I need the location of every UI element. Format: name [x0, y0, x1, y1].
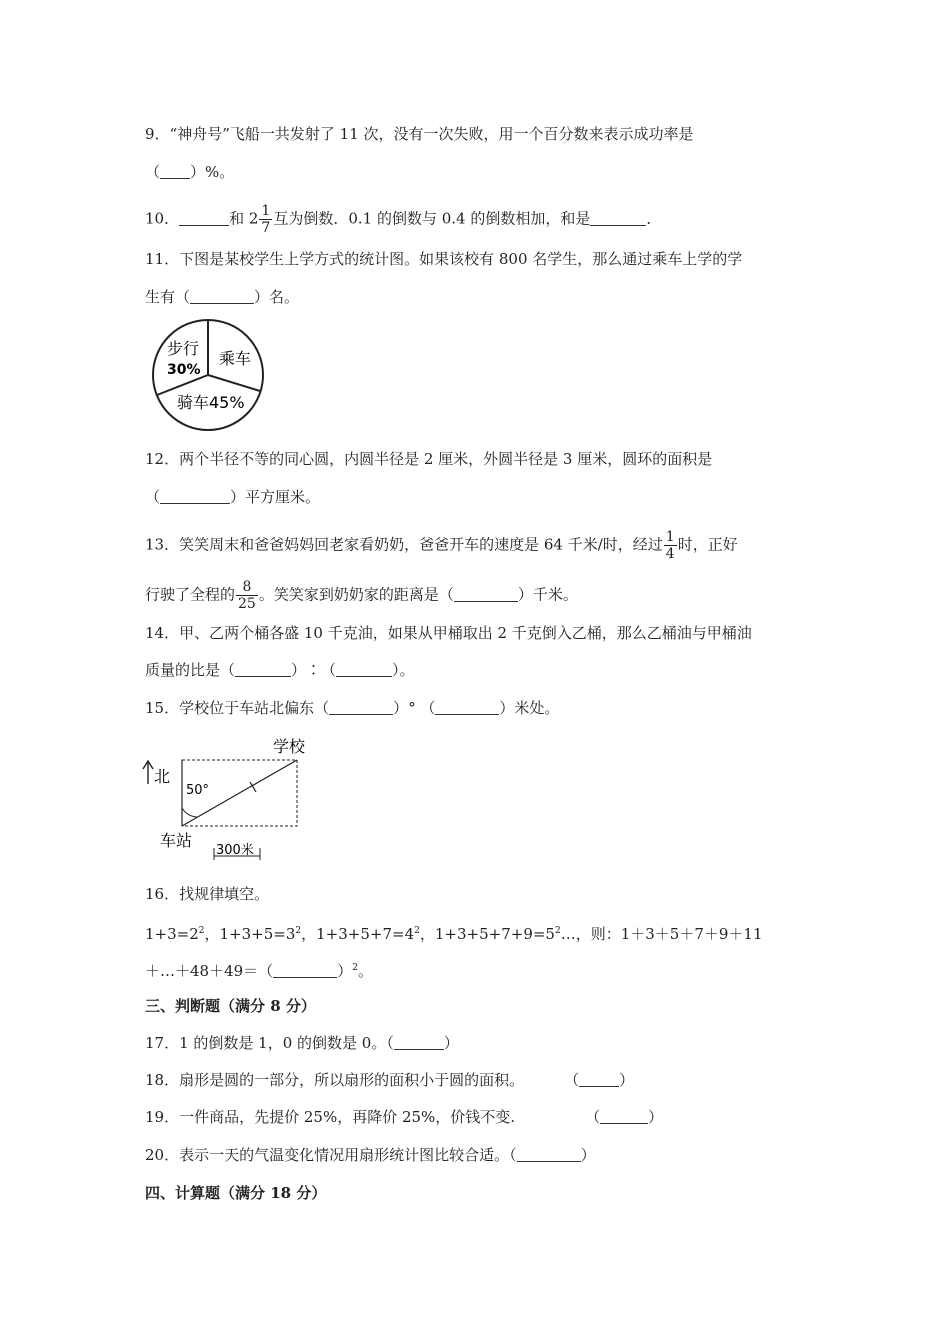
answer-blank[interactable] — [273, 962, 337, 978]
answer-blank[interactable] — [579, 1071, 619, 1087]
pie-pct-walk: 30% — [167, 362, 201, 378]
question-13-line1: 13．笑笑周末和爸爸妈妈回老家看奶奶，爸爸开车的速度是 64 千米/时，经过 $\frac{1}{4}$ 时，正好 — [145, 529, 738, 562]
question-17: 17．1 的倒数是 1，0 的倒数是 0。（ ） — [145, 1034, 459, 1052]
question-12-line1: 12．两个半径不等的同心圆，内圆半径是 2 厘米，外圆半径是 3 厘米，圆环的面积是 — [145, 450, 713, 468]
question-11-line1: 11．下图是某校学生上学方式的统计图。如果该校有 800 名学生，那么通过乘车上学的学 — [145, 250, 743, 268]
question-10: 10． 和 2 $\frac{1}{7}$ 互为倒数．0.1 的倒数与 0.4 的倒数相加，和是 ． — [145, 203, 662, 236]
question-11-line2: 生有（ ）名。 — [145, 288, 300, 306]
fraction: $\frac{1}{7}$ — [261, 203, 271, 236]
question-9-line2: （ ）%。 — [145, 163, 235, 181]
answer-blank[interactable] — [179, 210, 229, 226]
section-heading: 四、计算题（满分 18 分） — [145, 1184, 327, 1202]
question-19: 19．一件商品，先提价 25%，再降价 25%，价钱不变. （ ） — [145, 1108, 664, 1126]
map-scale-label: 300米 — [216, 843, 254, 858]
map-label-station: 车站 — [160, 831, 193, 850]
pie-label-bike: 骑车45% — [177, 393, 245, 412]
answer-blank[interactable] — [394, 1034, 444, 1050]
answer-blank[interactable] — [590, 210, 646, 226]
answer-blank[interactable] — [160, 163, 190, 179]
question-9-line1: 9．“神舟号”飞船一共发射了 11 次，没有一次失败，用一个百分数来表示成功率是 — [145, 125, 694, 143]
map-label-school: 学校 — [273, 737, 306, 756]
question-12-line2: （ ）平方厘米。 — [145, 488, 321, 506]
question-14-line1: 14．甲、乙两个桶各盛 10 千克油，如果从甲桶取出 2 千克倒入乙桶，那么乙桶油与甲桶油 — [145, 624, 752, 642]
question-16-title: 16．找规律填空。 — [145, 885, 270, 903]
answer-blank[interactable] — [329, 699, 393, 715]
question-14-line2: 质量的比是（ ）∶（ ）。 — [145, 661, 415, 679]
fraction: $\frac{1}{4}$ — [665, 529, 675, 562]
question-13-line2: 行驶了全程的 $\frac{8}{25}$ 。笑笑家到奶奶家的距离是（ ）千米。 — [145, 579, 578, 612]
pie-label-walk: 步行 — [167, 339, 200, 358]
direction-diagram — [140, 732, 330, 868]
answer-blank[interactable] — [190, 288, 254, 304]
question-15: 15．学校位于车站北偏东（ ）° （ ）米处。 — [145, 699, 560, 717]
question-20: 20．表示一天的气温变化情况用扇形统计图比较合适。（ ） — [145, 1146, 596, 1164]
question-16-line2: ＋…＋48＋49＝（ ）$^2$。 — [145, 962, 373, 980]
question-16-line1: $1+3=2^2$，$1+3+5=3^2$，$1+3+5+7=4^2$，$1+3+5+7+9=5^2\dots$，则：1＋3＋5＋7＋9＋11 — [145, 925, 763, 943]
question-18: 18．扇形是圆的一部分，所以扇形的面积小于圆的面积。 （ ） — [145, 1071, 635, 1089]
section-heading: 三、判断题（满分 8 分） — [145, 997, 316, 1015]
answer-blank[interactable] — [235, 661, 291, 677]
fraction: $\frac{8}{25}$ — [238, 579, 256, 612]
map-label-angle: 50° — [186, 783, 210, 798]
angle-arc — [182, 808, 197, 817]
pie-label-bus: 乘车 — [219, 349, 252, 368]
answer-blank[interactable] — [160, 488, 230, 504]
answer-blank[interactable] — [336, 661, 392, 677]
map-label-north: 北 — [154, 767, 171, 786]
answer-blank[interactable] — [454, 586, 518, 602]
pie-chart — [145, 318, 275, 434]
answer-blank[interactable] — [435, 699, 499, 715]
answer-blank[interactable] — [600, 1108, 648, 1124]
answer-blank[interactable] — [517, 1146, 581, 1162]
